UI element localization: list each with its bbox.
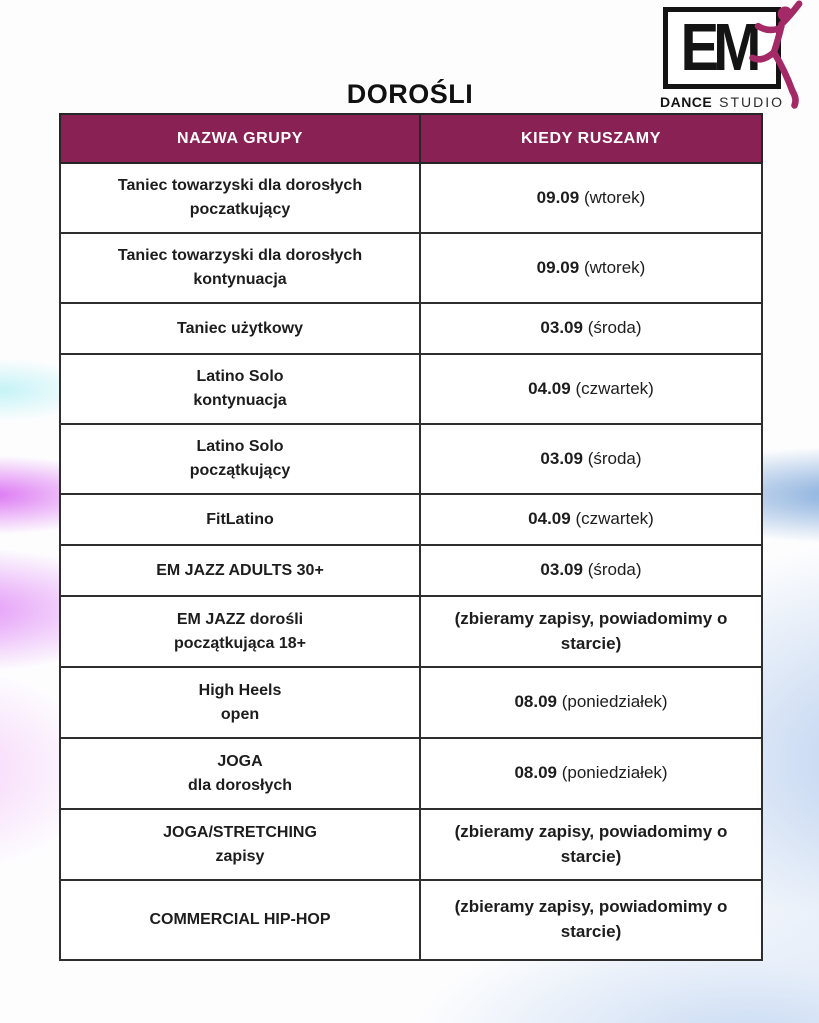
start-note: (zbieramy zapisy, powiadomimy o starcie): [454, 608, 728, 653]
column-header-start-date: KIEDY RUSZAMY: [420, 114, 762, 163]
table-row: [60, 880, 762, 960]
group-name-line: kontynuacja: [193, 271, 287, 288]
table-row: [60, 596, 762, 667]
start-day: (czwartek): [575, 378, 654, 398]
group-name-line: FitLatino: [206, 510, 274, 528]
group-name-cell: [60, 545, 420, 596]
group-name-line: EM JAZZ dorośli: [176, 610, 304, 628]
group-name-line: zapisy: [215, 847, 265, 865]
group-name-line: poczatkujący: [189, 201, 291, 218]
start-day: (środa): [587, 318, 642, 338]
logo-wordmark-studio: STUDIO: [719, 94, 785, 110]
start-date: 04.09: [528, 509, 571, 529]
start-date: 04.09: [528, 378, 571, 398]
schedule-table: [59, 113, 763, 961]
start-day: (poniedziałek): [561, 692, 668, 712]
header-row: [60, 114, 762, 163]
group-name-line: Taniec towarzyski dla dorosłych: [117, 177, 363, 194]
start-date: 09.09: [536, 187, 580, 207]
group-name-line: JOGA/STRETCHING: [163, 823, 317, 841]
table-row: [60, 809, 762, 880]
table-row: [60, 738, 762, 809]
start-cell: [420, 880, 762, 960]
group-name-cell: [60, 596, 420, 667]
table-row: [60, 424, 762, 494]
group-name-line: COMMERCIAL HIP-HOP: [149, 911, 331, 928]
table-row: [60, 163, 762, 233]
start-cell: [420, 354, 762, 424]
group-name-line: EM JAZZ ADULTS 30+: [156, 561, 324, 579]
page-title: DOROŚLI: [346, 79, 474, 109]
start-date: 03.09: [540, 448, 583, 468]
group-name-line: Taniec towarzyski dla dorosłych: [117, 247, 363, 264]
start-date: 08.09: [514, 692, 557, 712]
start-cell: [420, 494, 762, 545]
group-name-line: JOGA: [217, 752, 263, 770]
start-day: (poniedziałek): [561, 763, 668, 783]
table-row: [60, 545, 762, 596]
group-name-line: open: [220, 705, 260, 723]
start-day: (wtorek): [583, 187, 646, 207]
column-header-group-name: NAZWA GRUPY: [60, 114, 420, 163]
group-name-line: początkujący: [189, 462, 291, 479]
logo-wordmark-dance: DANCE: [659, 94, 713, 110]
logo-box: [663, 7, 781, 89]
group-name-cell: [60, 233, 420, 303]
start-date: 03.09: [540, 560, 583, 580]
group-name-cell: [60, 738, 420, 809]
start-note: (zbieramy zapisy, powiadomimy o starcie): [454, 821, 728, 866]
start-date: 03.09: [540, 318, 583, 338]
group-name-cell: [60, 667, 420, 738]
table-row: [60, 354, 762, 424]
group-name-line: Taniec użytkowy: [177, 319, 303, 337]
group-name-cell: [60, 880, 420, 960]
table-row: [60, 667, 762, 738]
start-cell: [420, 738, 762, 809]
group-name-cell: [60, 809, 420, 880]
group-name-cell: [60, 424, 420, 494]
table-row: [60, 303, 762, 354]
start-cell: [420, 424, 762, 494]
group-name-line: początkująca 18+: [173, 634, 307, 652]
logo-monogram: EM: [680, 10, 756, 85]
table-row: [60, 494, 762, 545]
start-cell: [420, 233, 762, 303]
group-name-line: dla dorosłych: [187, 776, 293, 794]
start-cell: [420, 303, 762, 354]
group-name-line: Latino Solo: [196, 368, 284, 385]
start-day: (środa): [587, 448, 642, 468]
group-name-line: Latino Solo: [196, 438, 284, 455]
group-name-cell: [60, 494, 420, 545]
start-cell: [420, 809, 762, 880]
start-date: 08.09: [514, 763, 557, 783]
start-day: (wtorek): [583, 257, 646, 277]
group-name-cell: [60, 354, 420, 424]
start-cell: [420, 596, 762, 667]
start-note: (zbieramy zapisy, powiadomimy o starcie): [454, 897, 728, 941]
table-row: [60, 233, 762, 303]
group-name-cell: [60, 163, 420, 233]
group-name-cell: [60, 303, 420, 354]
start-day: (środa): [587, 560, 642, 580]
group-name-line: High Heels: [198, 681, 282, 699]
group-name-line: kontynuacja: [193, 392, 287, 409]
start-cell: [420, 163, 762, 233]
start-cell: [420, 545, 762, 596]
start-day: (czwartek): [575, 509, 654, 529]
start-cell: [420, 667, 762, 738]
start-date: 09.09: [536, 257, 580, 277]
